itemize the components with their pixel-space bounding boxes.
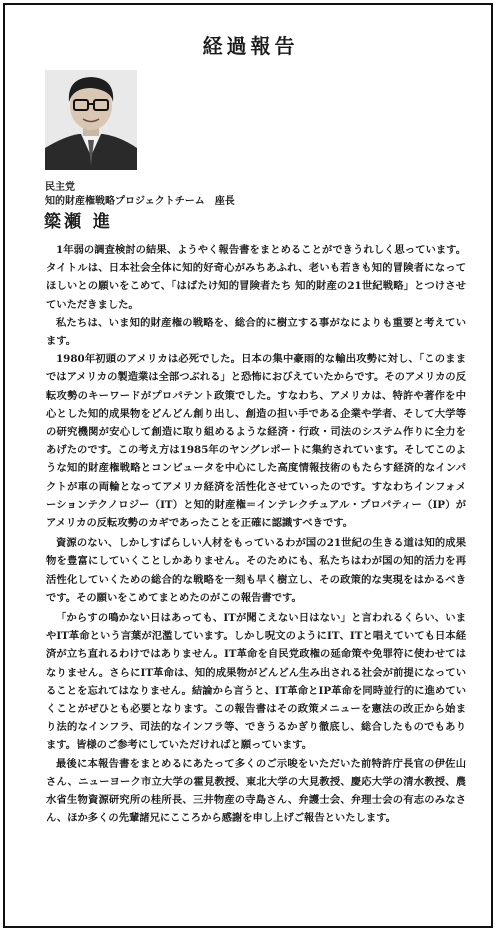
portrait-image — [45, 70, 137, 170]
paragraph: 1980年初頭のアメリカは必死でした。日本の集中豪雨的な輸出攻勢に対し、「このままではアメリカの製造業は全部つぶれる」と恐怖におびえていたからです。そのアメリカの反転攻勢のキーワードがプロパテント政策でした。すなわち、アメリカは、特許や著作を中心とした知的成果物をどんどん創り出し、創造の担い手である企業や学者、そして大学等の研究機関が安心して創造に取り組めるような経済・行政・司法のシステム作りに全力をあげたのです。この考え方は1985年のヤングレポートに集約されています。そしてこのような知的財産権戦略とコンピュータを中心にした高度情報技術のもたらす経済的なインパクトが車の両輪となってアメリカ経済を活性化させていったのです。すなわちインフォメーションテクノロジー（IT）と知的財産権＝インテレクチュアル・プロパティー（IP）がアメリカの反転攻勢のカギであったことを正確に認識すべきです。 — [46, 353, 466, 530]
paragraph: 1年弱の調査検討の結果、ようやく報告書をまとめることができうれしく思っています。タイトルは、日本社会全体に知的好奇心がみちあふれ、老いも若きも知的冒険者になってほしいとの願いをこめて、「はばたけ知的冒険者たち 知的財産の21世紀戦略」とつけさせていただきました。 — [46, 244, 466, 311]
paragraph: 私たちは、いま知的財産権の戦略を、総合的に樹立する事がなによりも重要と考えています。 — [46, 316, 466, 348]
report-body — [46, 241, 466, 828]
paragraph: 最後に本報告書をまとめるにあたって多くのご示唆をいただいた前特許庁長官の伊佐山さん、ニューヨーク市立大学の霍見教授、東北大学の大見教授、慶応大学の清水教授、農水省生物資源研究所の桂所長、三井物産の寺島さん、弁護士会、弁理士会の有志のみなさん、ほか多くの先輩諸兄にこころから感謝を申し上げご報告といたします。 — [46, 757, 466, 825]
author-name: 簗瀬 進 — [44, 212, 113, 232]
report-title: 経過報告 — [202, 34, 299, 58]
author-party: 民主党 — [45, 182, 75, 193]
paragraph: 資源のない、しかしすばらしい人材をもっているわが国の21世紀の生きる道は知的成果物を豊富にしていくことしかありません。そのためにも、私たちはわが国の知的活力を再活性化していくための総合的な戦略を一刻も早く樹立し、その政策的な実現をはかるべきです。その願いをこめてまとめたのがこの報告書です。 — [46, 537, 466, 604]
author-photo — [45, 70, 137, 170]
author-team: 知的財産権戦略プロジェクトチーム 座長 — [45, 196, 235, 207]
paragraph: 「からすの鳴かない日はあっても、ITが聞こえない日はない」と言われるくらい、いまやIT革命という言葉が氾濫しています。しかし呪文のようにIT、ITと唱えていても日本経済が立ち直れるわけではありません。IT革命を自民党政権の延命策や免罪符に使わせてはなりません。さらにIT革命は、知的成果物がどんどん生み出される社会が前提になっていることを忘れてはなりません。結論から言うと、IT革命とIP革命を同時並行的に進めていくことがぜひとも必要となります。この報告書はその政策メニューを憲法の改正から始まり法的なインフラ、司法的なインフラ等、できうるかぎり徹底し、総合したものでもあります。皆様のご参考にしていただければと願っています。 — [46, 612, 466, 752]
